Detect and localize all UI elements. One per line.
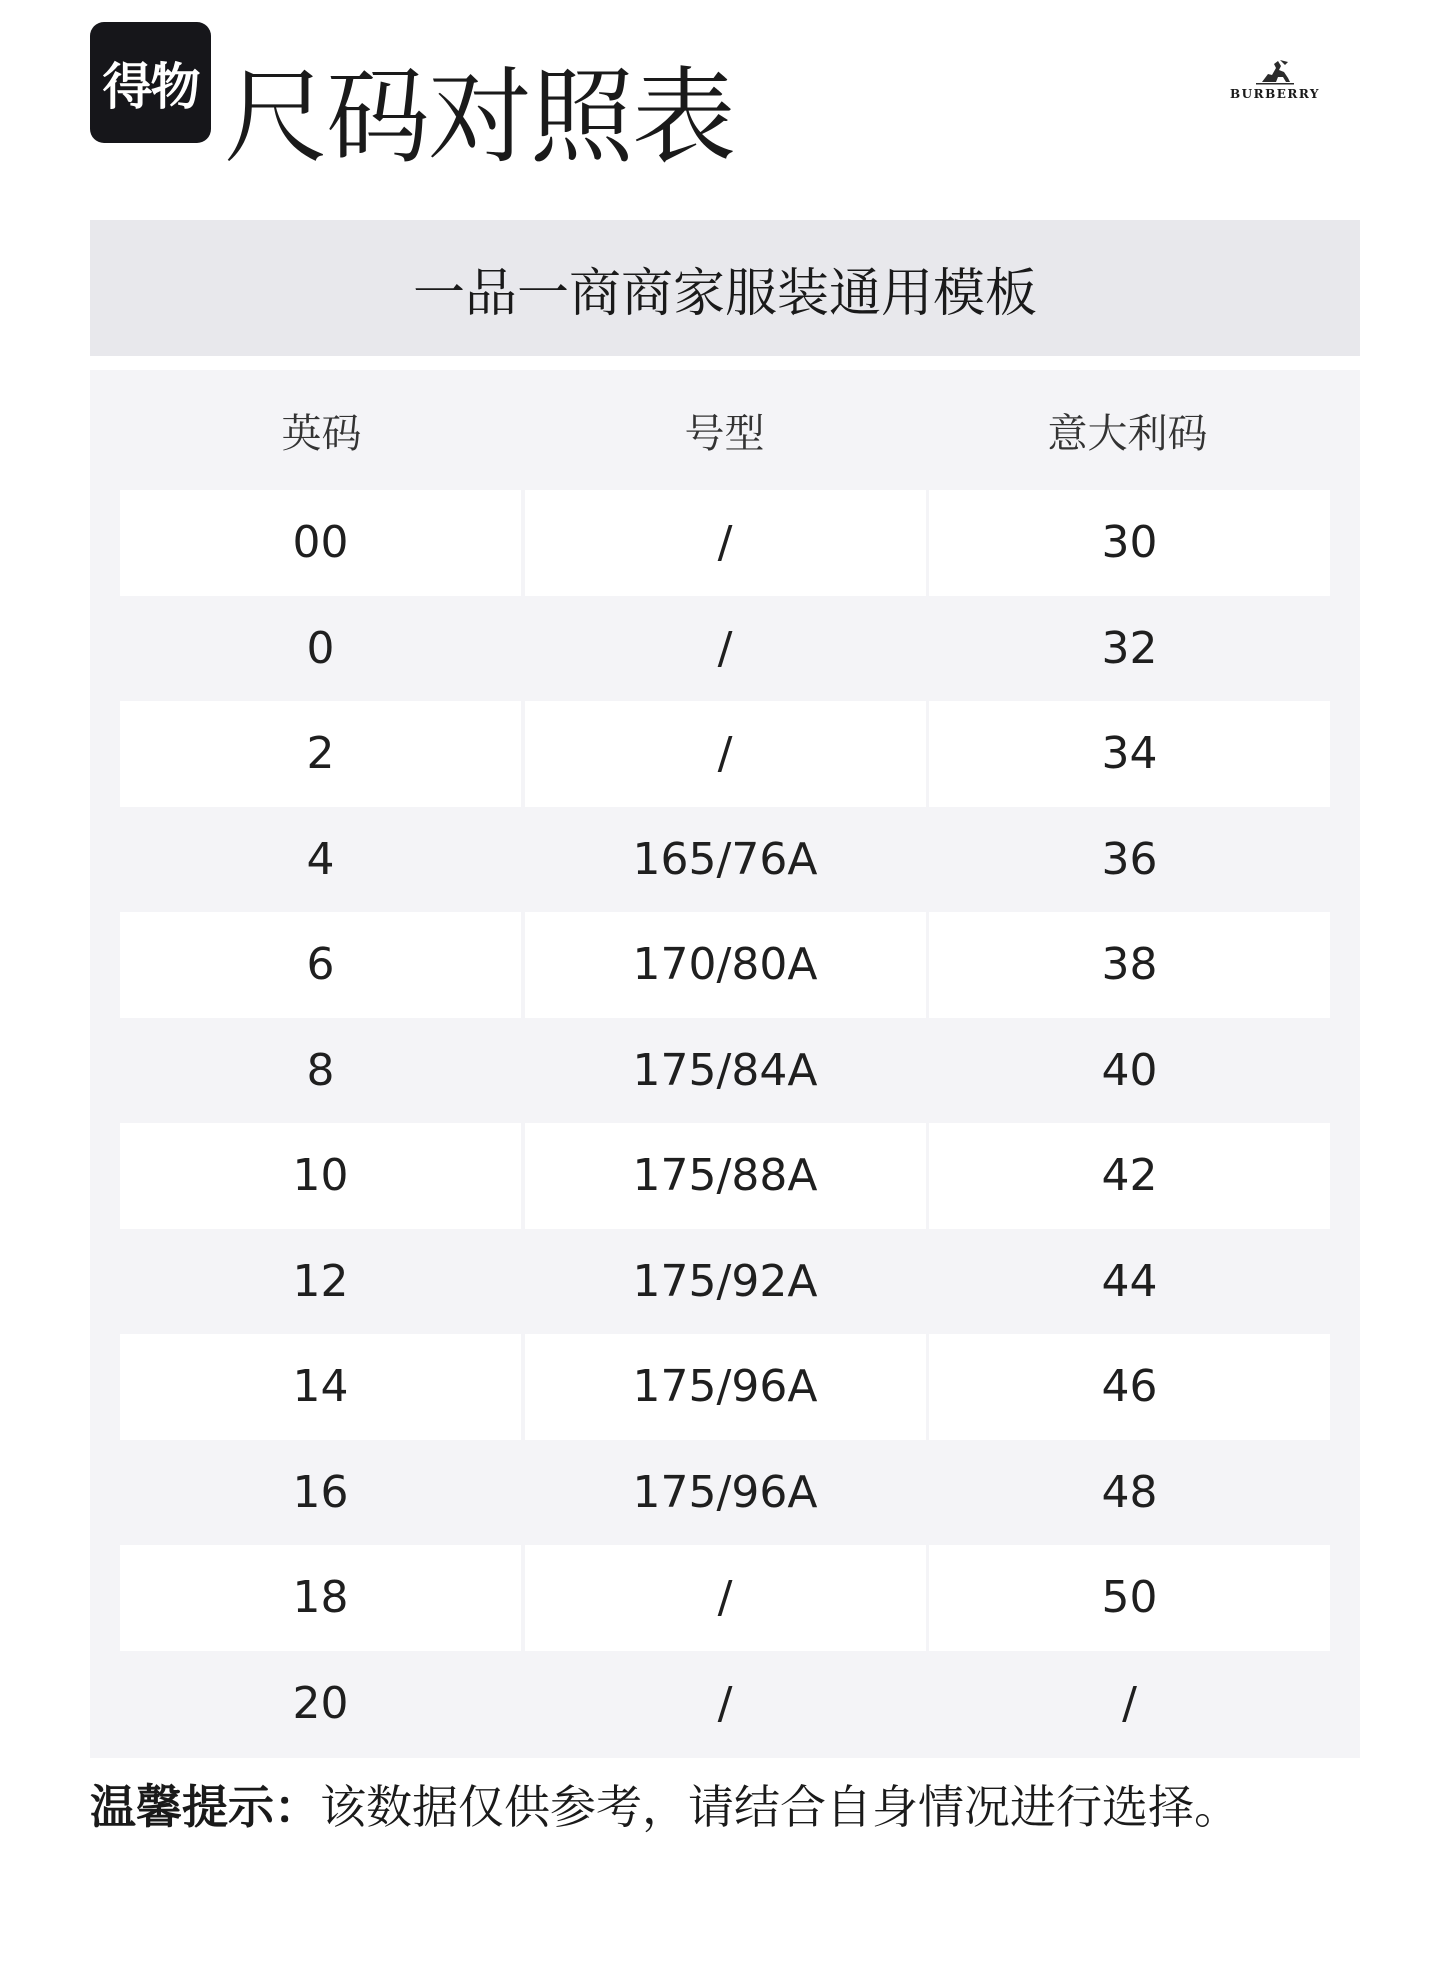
cell-italy-size: 44 <box>1101 1255 1158 1307</box>
cell-body-type: 175/84A <box>632 1044 818 1096</box>
cell-body-type: / <box>717 622 733 674</box>
table-row <box>120 912 1330 1018</box>
cell-uk-size: 6 <box>120 912 521 1018</box>
cell-italy-size: 40 <box>1101 1044 1158 1096</box>
page-header <box>90 22 1360 178</box>
table-row <box>120 490 1330 596</box>
cell-uk-size: 00 <box>120 490 521 596</box>
table-body <box>120 490 1330 1756</box>
cell-body-type: 165/76A <box>632 833 818 885</box>
cell-italy-size: 42 <box>929 1123 1330 1229</box>
cell-body-type: / <box>525 701 926 807</box>
tip-label: 温馨提示： <box>90 1780 320 1834</box>
cell-italy-size: 46 <box>929 1334 1330 1440</box>
table-row <box>120 1018 1330 1124</box>
cell-uk-size: 2 <box>120 701 521 807</box>
cell-uk-size: 14 <box>120 1334 521 1440</box>
cell-body-type: 175/96A <box>525 1334 926 1440</box>
cell-uk-size: 8 <box>306 1044 335 1096</box>
table-row <box>120 1545 1330 1651</box>
cell-italy-size: 50 <box>929 1545 1330 1651</box>
cell-uk-size: 16 <box>292 1466 349 1518</box>
cell-body-type: / <box>525 1545 926 1651</box>
page-title: 尺码对照表 <box>224 56 735 178</box>
table-row <box>120 1229 1330 1335</box>
cell-uk-size: 20 <box>292 1677 349 1729</box>
cell-body-type: / <box>717 1677 733 1729</box>
cell-italy-size: 34 <box>929 701 1330 807</box>
cell-uk-size: 0 <box>306 622 335 674</box>
table-row <box>120 1651 1330 1757</box>
table-header <box>120 370 1330 490</box>
cell-italy-size: 30 <box>929 490 1330 596</box>
brand-name: BURBERRY <box>1229 87 1320 101</box>
table-row <box>120 596 1330 702</box>
table-row <box>120 1440 1330 1546</box>
tip-notice <box>90 1772 1390 1842</box>
equestrian-knight-icon <box>1254 58 1296 86</box>
cell-italy-size: 36 <box>1101 833 1158 885</box>
banner-text: 一品一商商家服装通用模板 <box>412 263 1037 324</box>
table-row <box>120 807 1330 913</box>
table-row <box>120 1334 1330 1440</box>
cell-body-type: 175/96A <box>632 1466 818 1518</box>
cell-uk-size: 10 <box>120 1123 521 1229</box>
tip-text: 该数据仅供参考，请结合自身情况进行选择。 <box>320 1780 1240 1834</box>
cell-italy-size: 38 <box>929 912 1330 1018</box>
size-chart-table <box>90 370 1360 1758</box>
cell-uk-size: 12 <box>292 1255 349 1307</box>
column-header-italy-size: 意大利码 <box>1047 410 1208 457</box>
template-banner <box>90 220 1360 356</box>
column-header-uk-size: 英码 <box>281 410 362 457</box>
brand-logo <box>1200 58 1350 101</box>
cell-italy-size: / <box>1122 1677 1137 1729</box>
column-header-body-type: 号型 <box>684 410 765 457</box>
cell-body-type: / <box>525 490 926 596</box>
table-row <box>120 701 1330 807</box>
cell-body-type: 175/88A <box>525 1123 926 1229</box>
cell-uk-size: 18 <box>120 1545 521 1651</box>
cell-body-type: 170/80A <box>525 912 926 1018</box>
dewu-logo <box>90 22 211 143</box>
cell-body-type: 175/92A <box>632 1255 818 1307</box>
table-row <box>120 1123 1330 1229</box>
cell-italy-size: 48 <box>1101 1466 1158 1518</box>
cell-italy-size: 32 <box>1101 622 1158 674</box>
cell-uk-size: 4 <box>306 833 335 885</box>
logo-text: 得物 <box>102 57 199 116</box>
